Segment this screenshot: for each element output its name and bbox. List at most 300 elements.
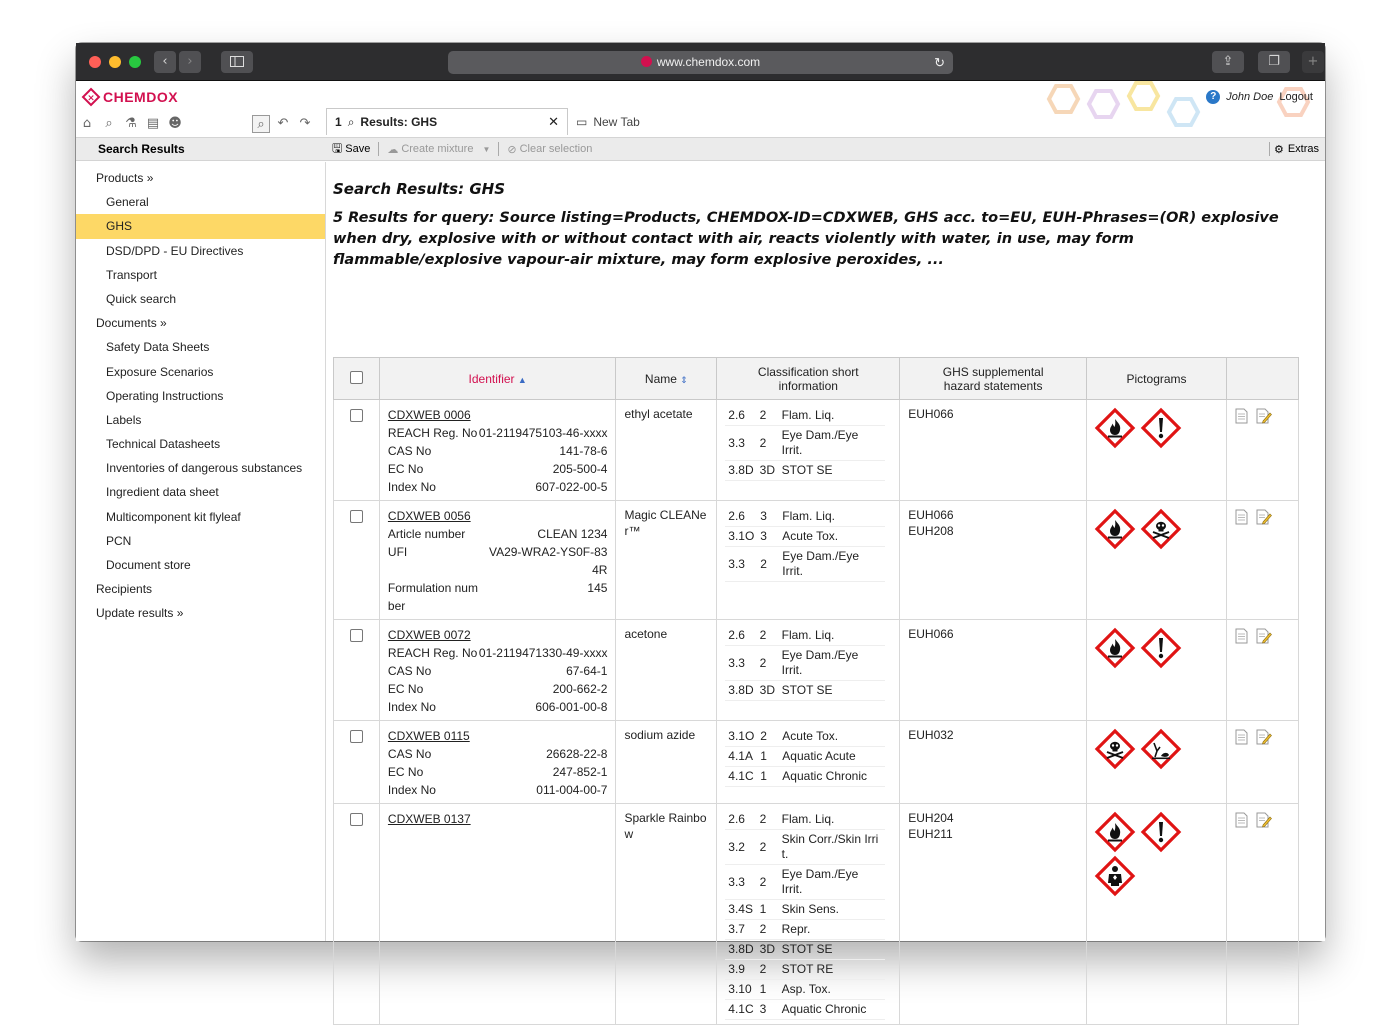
minimize-window-button[interactable] xyxy=(109,56,121,68)
field-value: 141-78-6 xyxy=(559,444,608,458)
class-category: 2 xyxy=(757,406,779,426)
field-key: UFI xyxy=(387,545,408,559)
identifier-field xyxy=(388,763,608,781)
euh-statement: EUH066 xyxy=(908,407,954,421)
field-key: Article number xyxy=(387,527,466,541)
sidebar-item-inventories-of-dangerous-substances[interactable]: Inventories of dangerous substances xyxy=(106,461,303,476)
field-key: EC No xyxy=(387,682,424,696)
view-document-icon[interactable] xyxy=(1235,509,1248,525)
table-row[interactable] xyxy=(334,501,1299,620)
euh-statement: EUH208 xyxy=(908,524,954,538)
class-text: Flam. Liq. xyxy=(779,507,885,527)
pictograms-header xyxy=(1087,358,1227,400)
sidebar-item-products[interactable]: Products » xyxy=(96,171,154,185)
class-category: 2 xyxy=(757,727,779,747)
logout-link[interactable]: Logout xyxy=(1279,91,1313,103)
class-code: 4.1C xyxy=(725,767,757,787)
sidebar-item-multicomponent-kit-flyleaf[interactable]: Multicomponent kit flyleaf xyxy=(106,509,241,524)
sidebar-item-update-results[interactable]: Update results » xyxy=(96,606,184,621)
field-value: CLEAN 1234 xyxy=(537,527,608,541)
class-category: 2 xyxy=(757,810,779,830)
pictograms-cell xyxy=(1087,400,1227,501)
class-text: Acute Tox. xyxy=(779,527,885,547)
class-code: 3.9 xyxy=(725,960,756,980)
row-select-cell xyxy=(334,400,380,501)
row-checkbox[interactable] xyxy=(350,409,363,422)
class-text: STOT RE xyxy=(779,960,886,980)
field-key: CAS No xyxy=(387,664,432,678)
logo-text: CHEMDOX xyxy=(103,89,179,105)
gears-icon: ⚙ xyxy=(1273,143,1284,156)
hexagon-decoration-icon xyxy=(1036,81,1325,131)
actions-cell xyxy=(1227,501,1299,620)
class-text: Repr. xyxy=(779,920,886,940)
sidebar-item-recipients[interactable]: Recipients xyxy=(96,582,153,597)
class-text: STOT SE xyxy=(779,681,886,701)
tabs-icon: ❐ xyxy=(1268,54,1280,69)
tab-label: New Tab xyxy=(593,114,640,129)
row-select-cell xyxy=(334,721,380,804)
tab-new[interactable] xyxy=(568,108,648,135)
select-all-checkbox[interactable] xyxy=(350,371,363,384)
class-text: Eye Dam./Eye Irrit. xyxy=(779,646,886,681)
classification-entry xyxy=(725,547,885,582)
class-category: 1 xyxy=(757,767,779,787)
identifier-field xyxy=(388,745,608,763)
sidebar-item-safety-data-sheets[interactable]: Safety Data Sheets xyxy=(106,340,210,355)
field-key: CAS No xyxy=(387,747,432,761)
sidebar-item-dsd-dpd-eu-directives[interactable]: DSD/DPD - EU Directives xyxy=(106,243,244,258)
identifier-link[interactable]: CDXWEB 0006 xyxy=(387,408,471,422)
class-text: Flam. Liq. xyxy=(779,406,886,426)
product-name: sodium azide xyxy=(624,728,696,742)
toolbar-separator xyxy=(378,142,379,156)
field-value: 145 xyxy=(587,581,608,595)
class-text: Flam. Liq. xyxy=(779,626,886,646)
class-code: 3.8D xyxy=(725,461,756,481)
clear-selection-icon: ⊘ xyxy=(507,143,517,156)
class-category: 2 xyxy=(757,646,779,681)
forward-button[interactable] xyxy=(179,51,201,73)
table-row[interactable] xyxy=(334,400,1299,501)
field-key: Formulation num ber xyxy=(387,581,478,613)
class-text: Aquatic Chronic xyxy=(779,1000,886,1020)
class-text: Eye Dam./Eye Irrit. xyxy=(779,426,886,461)
field-value: 011-004-00-7 xyxy=(536,783,608,797)
class-text: Eye Dam./Eye Irrit. xyxy=(779,547,885,582)
identifier-field xyxy=(388,478,608,496)
view-document-icon[interactable] xyxy=(1235,812,1248,828)
edit-document-icon[interactable] xyxy=(1256,729,1272,745)
document-icon[interactable]: ▤ xyxy=(146,116,160,131)
user-name: John Doe xyxy=(1226,91,1274,103)
ghs-exclamation-icon xyxy=(1141,408,1181,448)
create-mixture-label: Create mixture xyxy=(401,143,474,155)
toolbar xyxy=(76,137,1325,161)
identifier-cell xyxy=(379,620,616,721)
toolbar-separator xyxy=(498,142,499,156)
identifier-field xyxy=(388,644,608,662)
ghs-flame-icon xyxy=(1095,408,1135,448)
plus-icon: + xyxy=(1307,54,1319,69)
class-text: Eye Dam./Eye Irrit. xyxy=(779,865,886,900)
actions-cell xyxy=(1227,620,1299,721)
tabs-overview-button[interactable] xyxy=(1258,51,1290,73)
identifier-field xyxy=(388,579,608,615)
classification-list xyxy=(725,727,885,787)
sidebar-item-labels[interactable]: Labels xyxy=(106,412,142,427)
row-checkbox[interactable] xyxy=(350,629,363,642)
browser-titlebar xyxy=(76,43,1325,81)
class-category: 2 xyxy=(757,830,779,865)
identifier-field xyxy=(388,781,608,799)
browser-window xyxy=(76,43,1325,1016)
identifier-header[interactable] xyxy=(379,358,616,400)
class-text: STOT SE xyxy=(779,940,886,960)
ghs-environment-icon xyxy=(1141,729,1181,769)
class-category: 2 xyxy=(757,547,779,582)
field-value: 26628-22-8 xyxy=(546,747,608,761)
euh-statement: EUH066 xyxy=(908,627,954,641)
field-value: 247-852-1 xyxy=(552,765,608,779)
share-icon: ⇪ xyxy=(1222,54,1234,69)
classification-entry xyxy=(725,810,885,830)
class-text: Flam. Liq. xyxy=(779,810,886,830)
class-category: 1 xyxy=(757,980,779,1000)
clear-selection-label: Clear selection xyxy=(519,143,593,155)
row-select-cell xyxy=(334,501,380,620)
class-text: Aquatic Acute xyxy=(779,747,885,767)
chevron-right-icon: › xyxy=(187,54,193,69)
product-name: Magic CLEANe r™ xyxy=(624,508,707,538)
extras-label: Extras xyxy=(1287,143,1319,155)
name-cell xyxy=(616,804,717,1025)
toolbar-separator xyxy=(1269,142,1270,156)
classification-entry xyxy=(725,507,885,527)
class-category: 1 xyxy=(757,747,779,767)
row-checkbox[interactable] xyxy=(350,510,363,523)
sidebar-item-document-store[interactable]: Document store xyxy=(106,558,191,572)
sidebar-item-documents[interactable]: Documents » xyxy=(96,316,167,331)
field-key: EC No xyxy=(387,462,424,476)
identifier-field xyxy=(388,424,608,442)
identifier-link[interactable]: CDXWEB 0056 xyxy=(387,509,471,523)
chemdox-logo-icon xyxy=(82,88,100,106)
class-code: 3.8D xyxy=(725,681,756,701)
sort-asc-icon: ▲ xyxy=(517,374,527,385)
sidebar-item-pcn[interactable]: PCN xyxy=(106,533,132,548)
actions-cell xyxy=(1227,400,1299,501)
sidebar-item-quick-search[interactable]: Quick search xyxy=(106,291,177,306)
edit-document-icon[interactable] xyxy=(1256,509,1272,525)
identifier-link[interactable]: CDXWEB 0115 xyxy=(387,729,470,743)
ghs-flame-icon xyxy=(1095,812,1135,852)
site-favicon-icon xyxy=(641,56,652,67)
name-header[interactable] xyxy=(616,358,717,400)
name-cell xyxy=(616,721,717,804)
class-category: 2 xyxy=(757,626,779,646)
tab-index: 1 xyxy=(335,115,342,129)
name-cell xyxy=(616,501,717,620)
history-back-icon[interactable]: ↶ xyxy=(277,116,289,131)
pictograms-cell xyxy=(1087,620,1227,721)
identifier-field xyxy=(388,662,608,680)
class-code: 3.3 xyxy=(725,426,756,461)
classification-list xyxy=(725,626,885,701)
ghs-health-icon xyxy=(1095,856,1135,896)
classification-entry xyxy=(725,406,885,426)
classification-entry xyxy=(725,681,885,701)
classification-entry xyxy=(725,767,885,787)
supplemental-cell xyxy=(900,400,1087,501)
search-icon[interactable]: ⌕ xyxy=(105,116,113,131)
class-code: 2.6 xyxy=(725,626,756,646)
pictogram-group xyxy=(1095,727,1215,769)
field-value: 67-64-1 xyxy=(566,664,608,678)
substances-icon[interactable]: ⚗ xyxy=(125,116,137,131)
classification-list xyxy=(725,810,885,1020)
name-cell xyxy=(616,620,717,721)
field-key: Index No xyxy=(387,480,436,494)
classification-cell xyxy=(717,400,900,501)
table-row[interactable] xyxy=(334,721,1299,804)
edit-document-icon[interactable] xyxy=(1256,408,1272,424)
sidebar-toggle-button[interactable] xyxy=(221,51,253,73)
class-code: 2.6 xyxy=(725,810,756,830)
table-row[interactable] xyxy=(334,620,1299,721)
field-value: VA29-WRA2-YS0F-83 4R xyxy=(488,545,608,577)
action-toolbar xyxy=(332,138,592,160)
chevron-left-icon: ‹ xyxy=(162,54,168,69)
zoom-window-button[interactable] xyxy=(129,56,141,68)
identifier-cell xyxy=(379,400,616,501)
row-actions xyxy=(1235,507,1290,525)
back-button[interactable] xyxy=(154,51,176,73)
sort-both-icon: ⇕ xyxy=(680,374,688,385)
classification-entry xyxy=(725,626,885,646)
share-button[interactable] xyxy=(1212,51,1244,73)
identifier-field xyxy=(388,543,608,579)
close-window-button[interactable] xyxy=(89,56,101,68)
classification-entry xyxy=(725,747,885,767)
pictogram-group xyxy=(1095,507,1215,549)
classification-entry xyxy=(725,646,885,681)
class-code: 4.1A xyxy=(725,747,757,767)
field-key: REACH Reg. No xyxy=(387,426,478,440)
sidebar-item-technical-datasheets[interactable]: Technical Datasheets xyxy=(106,437,221,452)
ghs-exclamation-icon xyxy=(1141,812,1181,852)
field-key: Index No xyxy=(387,700,436,714)
identifier-link[interactable]: CDXWEB 0137 xyxy=(387,812,471,826)
history-forward-icon[interactable]: ↷ xyxy=(299,116,311,131)
view-document-icon[interactable] xyxy=(1235,408,1248,424)
classification-entry xyxy=(725,727,885,747)
product-name: Sparkle Rainbo w xyxy=(624,811,707,841)
identifier-cell xyxy=(379,721,616,804)
url-text: www.chemdox.com xyxy=(656,55,761,69)
extras-button[interactable] xyxy=(1269,138,1319,160)
edit-document-icon[interactable] xyxy=(1256,812,1272,828)
classification-cell xyxy=(717,721,900,804)
pictograms-cell xyxy=(1087,804,1227,1025)
class-text: STOT SE xyxy=(779,461,886,481)
table-header-row xyxy=(334,358,1299,400)
field-value: 607-022-00-5 xyxy=(535,480,608,494)
view-document-icon[interactable] xyxy=(1235,628,1248,644)
sidebar-item-transport[interactable]: Transport xyxy=(106,267,157,282)
classification-entry xyxy=(725,461,885,481)
identifier-field xyxy=(388,680,608,698)
name-header-label: Name xyxy=(644,371,677,386)
name-cell xyxy=(616,400,717,501)
classification-cell xyxy=(717,501,900,620)
row-select-cell xyxy=(334,804,380,1025)
sidebar xyxy=(76,162,326,941)
pictograms-cell xyxy=(1087,721,1227,804)
supplemental-header xyxy=(900,358,1087,400)
ghs-flame-icon xyxy=(1095,509,1135,549)
ghs-skull-icon xyxy=(1095,729,1135,769)
field-value: 606-001-00-8 xyxy=(535,700,608,714)
close-tab-icon[interactable]: ✕ xyxy=(548,114,559,129)
edit-document-icon[interactable] xyxy=(1256,628,1272,644)
class-category: 2 xyxy=(757,920,779,940)
sidebar-item-operating-instructions[interactable]: Operating Instructions xyxy=(106,388,224,403)
chemdox-app xyxy=(76,81,1325,1016)
classification-entry xyxy=(725,1000,885,1020)
users-icon[interactable]: ☻ xyxy=(168,116,182,131)
identifier-header-label: Identifier xyxy=(468,371,515,386)
classification-header xyxy=(717,358,900,400)
class-category: 3D xyxy=(757,461,779,481)
row-checkbox[interactable] xyxy=(350,730,363,743)
row-checkbox[interactable] xyxy=(350,813,363,826)
classification-entry xyxy=(725,980,885,1000)
supplemental-header-label: GHS supplemental hazard statements xyxy=(942,364,1044,393)
euh-statement: EUH066 xyxy=(908,508,954,522)
identifier-cell xyxy=(379,501,616,620)
ghs-flame-icon xyxy=(1095,628,1135,668)
sidebar-item-ingredient-data-sheet[interactable]: Ingredient data sheet xyxy=(106,485,219,500)
query-summary: 5 Results for query: Source listing=Products, CHEMDOX-ID=CDXWEB, GHS acc. to=EU, EUH-Phrases=(OR) explosive when dry, explosive with or without contact with air, reacts violently with water, in use, may form flammable/explosive vapour-air mixture, may form explosive peroxides, ... xyxy=(333,210,1279,268)
pictograms-cell xyxy=(1087,501,1227,620)
classification-cell xyxy=(717,804,900,1025)
class-text: Skin Corr./Skin Irri t. xyxy=(779,830,886,865)
home-icon[interactable]: ⌂ xyxy=(82,116,92,131)
reload-icon[interactable]: ↻ xyxy=(934,55,945,70)
class-code: 2.6 xyxy=(725,406,756,426)
classification-entry xyxy=(725,960,885,980)
class-category: 1 xyxy=(757,900,779,920)
sidebar-icon xyxy=(230,56,244,67)
classification-list xyxy=(725,507,885,582)
clear-selection-button[interactable] xyxy=(507,143,592,156)
results-table xyxy=(333,357,1299,1025)
classification-cell xyxy=(717,620,900,721)
product-name: acetone xyxy=(624,627,668,641)
class-code: 3.3 xyxy=(725,547,757,582)
tab-label: Results: GHS xyxy=(360,115,438,129)
field-value: 205-500-4 xyxy=(552,462,608,476)
page-title: Search Results: GHS xyxy=(333,180,506,198)
class-code: 3.7 xyxy=(725,920,756,940)
class-code: 3.10 xyxy=(725,980,756,1000)
save-label: Save xyxy=(345,143,371,155)
identifier-link[interactable]: CDXWEB 0072 xyxy=(387,628,471,642)
chemdox-logo[interactable] xyxy=(82,88,178,106)
sidebar-item-general[interactable]: General xyxy=(106,195,149,210)
save-icon: 🖫 xyxy=(332,140,343,155)
mixture-icon: ☁ xyxy=(387,143,399,156)
tab-strip xyxy=(326,108,648,135)
actions-cell xyxy=(1227,721,1299,804)
class-text: Skin Sens. xyxy=(779,900,886,920)
sidebar-item-ghs[interactable]: GHS xyxy=(76,214,325,238)
class-code: 3.1O xyxy=(725,527,757,547)
pictogram-group xyxy=(1095,626,1215,668)
class-code: 3.8D xyxy=(725,940,756,960)
class-code: 3.3 xyxy=(725,646,756,681)
table-row[interactable] xyxy=(334,804,1299,1025)
address-bar[interactable] xyxy=(448,51,953,74)
class-category: 3 xyxy=(757,527,779,547)
class-text: Acute Tox. xyxy=(779,727,885,747)
search-results-icon[interactable]: ⌕ xyxy=(252,115,270,133)
sidebar-item-exposure-scenarios[interactable]: Exposure Scenarios xyxy=(106,364,214,379)
tab-results-ghs[interactable] xyxy=(326,108,568,135)
row-actions xyxy=(1235,406,1290,424)
euh-statement: EUH211 xyxy=(908,827,953,841)
view-document-icon[interactable] xyxy=(1235,729,1248,745)
supplemental-cell xyxy=(900,721,1087,804)
ghs-skull-icon xyxy=(1141,509,1181,549)
classification-entry xyxy=(725,900,885,920)
ghs-exclamation-icon xyxy=(1141,628,1181,668)
identifier-cell xyxy=(379,804,616,1025)
actions-header xyxy=(1227,358,1299,400)
help-icon[interactable]: ? xyxy=(1206,90,1220,104)
row-actions xyxy=(1235,727,1290,745)
classification-entry xyxy=(725,920,885,940)
field-key: CAS No xyxy=(387,444,432,458)
field-value: 01-2119471330-49-xxxx xyxy=(478,646,608,660)
field-key: Index No xyxy=(387,783,436,797)
class-code: 4.1C xyxy=(725,1000,756,1020)
row-actions xyxy=(1235,626,1290,644)
select-all-header xyxy=(334,358,380,400)
svg-text:×: × xyxy=(87,93,95,104)
create-mixture-button[interactable] xyxy=(387,143,490,156)
class-category: 3 xyxy=(757,507,779,527)
classification-header-label: Classification short information xyxy=(757,364,859,393)
identifier-field xyxy=(388,460,608,478)
pictograms-header-label: Pictograms xyxy=(1126,371,1187,386)
actions-cell xyxy=(1227,804,1299,1025)
class-category: 3D xyxy=(757,940,779,960)
search-icon: ⌕ xyxy=(347,114,355,129)
classification-entry xyxy=(725,527,885,547)
new-tab-button[interactable] xyxy=(1302,51,1324,73)
dropdown-arrow-icon[interactable]: ▼ xyxy=(482,144,491,154)
class-category: 3D xyxy=(757,681,779,701)
identifier-field xyxy=(388,442,608,460)
row-select-cell xyxy=(334,620,380,721)
save-button[interactable] xyxy=(332,139,370,160)
identifier-field xyxy=(388,525,608,543)
classification-entry xyxy=(725,940,885,960)
field-key: REACH Reg. No xyxy=(387,646,478,660)
field-value: 01-2119475103-46-xxxx xyxy=(478,426,608,440)
